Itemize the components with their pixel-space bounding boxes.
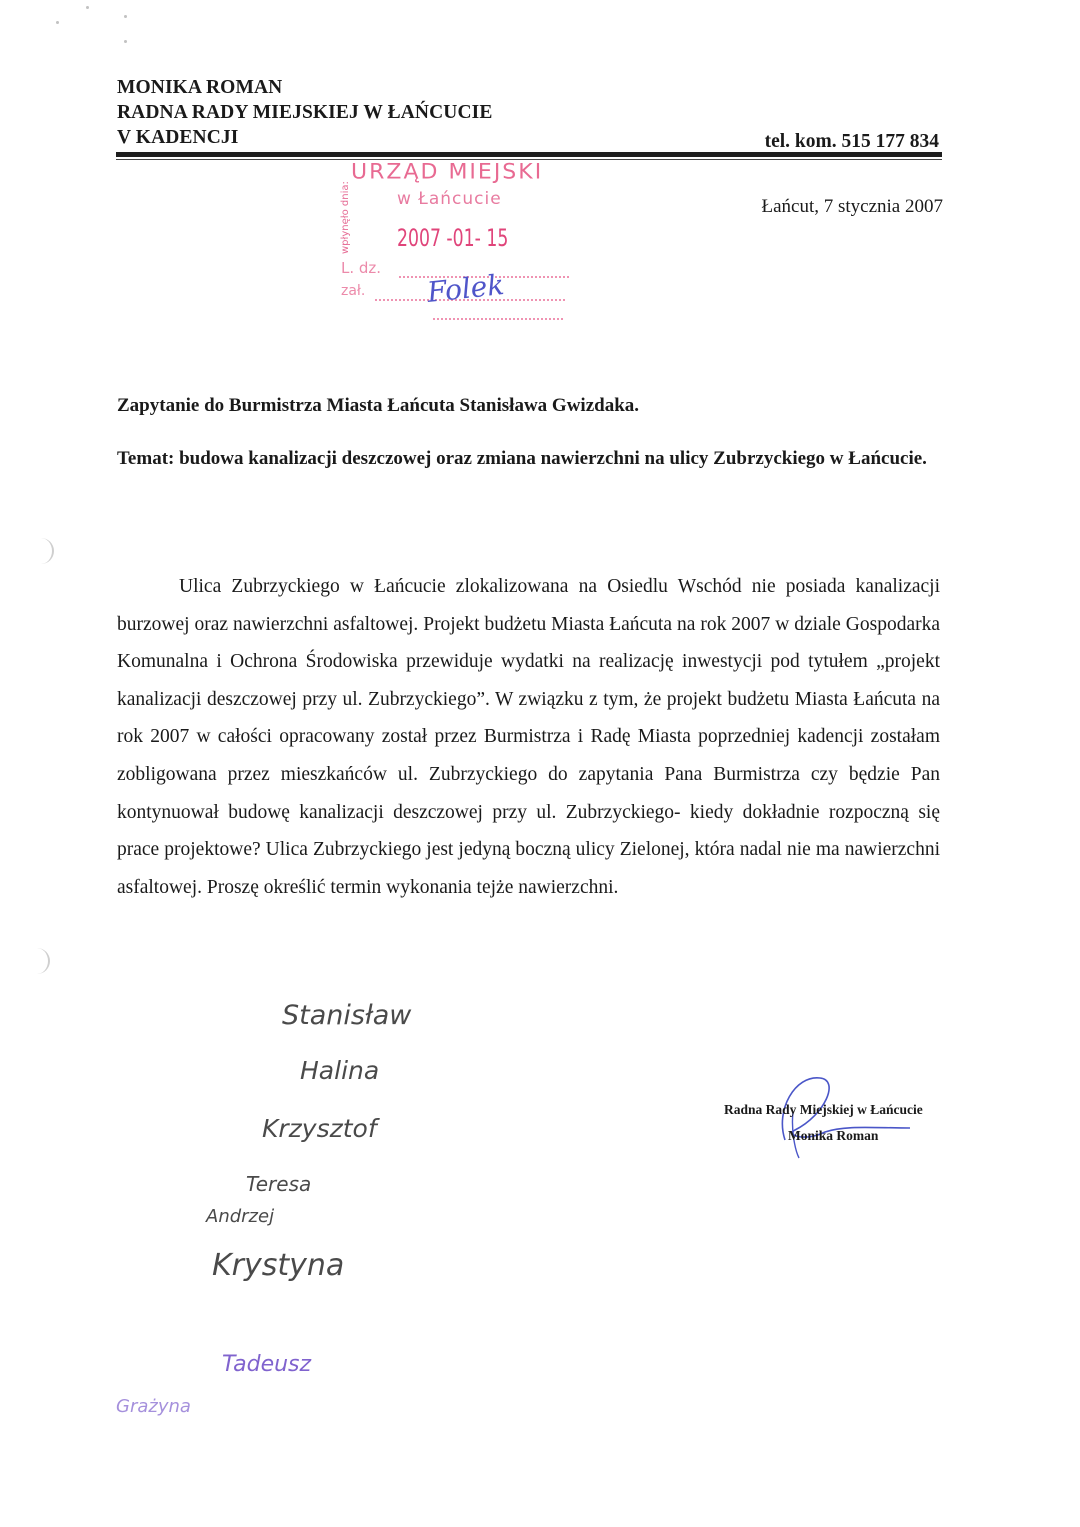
scan-speck	[56, 21, 59, 24]
header-rule	[116, 152, 942, 157]
received-stamp	[335, 158, 595, 323]
stamp-received-date: 2007 -01- 15	[397, 224, 509, 252]
body-paragraph: Ulica Zubrzyckiego w Łańcucie zlokalizowana na Osiedlu Wschód nie posiada kanalizacji burzowej oraz nawierzchni asfaltowej. Projekt budżetu Miasta Łańcuta na rok 2007 w dziale Gospodarka Komunalna i Ochrona Środowiska przewiduje wydatki na realizację inwestycji pod tytułem „projekt kanalizacji deszczowej przy ul. Zubrzyckiego”. W związku z tym, że projekt budżetu Miasta Łańcuta na rok 2007 w całości opracowany został przez Burmistrza i Radę Miasta poprzedniej kadencji zostałam zobligowana przez mieszkańców ul. Zubrzyckiego do zapytania Pana Burmistrza czy będzie Pan kontynuował budowę kanalizacji deszczowej przy ul. Zubrzyckiego- kiedy dokładnie rozpoczną się prace projektowe? Ulica Zubrzyckiego jest jedyną boczną ulicy Zielonej, która nadal nie ma nawierzchni asfaltowej. Proszę określić termin wykonania tejże nawierzchni.	[117, 576, 940, 898]
author-term: V KADENCJI	[117, 127, 239, 148]
handwritten-signature: Halina	[300, 1056, 380, 1085]
stamp-ldz-label: L. dz.	[341, 259, 382, 277]
phone-number: tel. kom. 515 177 834	[764, 131, 939, 152]
scan-speck	[124, 15, 127, 18]
punch-hole-mark	[38, 538, 54, 564]
handwritten-signature: Tadeusz	[222, 1352, 312, 1377]
scan-speck	[124, 40, 127, 43]
stamp-dotted-line	[433, 318, 563, 320]
stamp-handwritten-initial: Folek	[425, 268, 506, 309]
signature-block	[724, 1102, 923, 1144]
scan-speck	[86, 6, 89, 9]
stamp-received-label: wpłynęło dnia:	[340, 181, 351, 254]
letterhead	[117, 75, 492, 150]
stamp-city: w Łańcucie	[397, 189, 502, 209]
handwritten-signature: Andrzej	[206, 1206, 275, 1227]
letter-body	[117, 568, 940, 906]
author-role: RADNA RADY MIEJSKIEJ W ŁAŃCUCIE	[117, 102, 493, 123]
handwritten-signature: Krystyna	[212, 1248, 345, 1283]
handwritten-signature: Stanisław	[282, 1000, 412, 1031]
handwritten-signature: Krzysztof	[262, 1114, 377, 1143]
punch-hole-mark	[34, 948, 50, 974]
signature-role: Radna Rady Miejskiej w Łańcucie	[724, 1102, 923, 1117]
author-name: MONIKA ROMAN	[117, 77, 283, 98]
handwritten-signature: Teresa	[246, 1172, 312, 1196]
stamp-office: URZĄD MIEJSKI	[351, 160, 544, 185]
handwritten-signature: Grażyna	[116, 1396, 191, 1417]
place-and-date: Łańcut, 7 stycznia 2007	[761, 196, 943, 217]
letter-subject: Zapytanie do Burmistrza Miasta Łańcuta Stanisława Gwizdaka.	[117, 395, 640, 416]
stamp-zal-label: zał.	[341, 283, 366, 299]
signature-name: Monika Roman	[788, 1128, 879, 1143]
letter-topic: Temat: budowa kanalizacji deszczowej oraz zmiana nawierzchni na ulicy Zubrzyckiego w Łańcucie.	[117, 448, 927, 469]
